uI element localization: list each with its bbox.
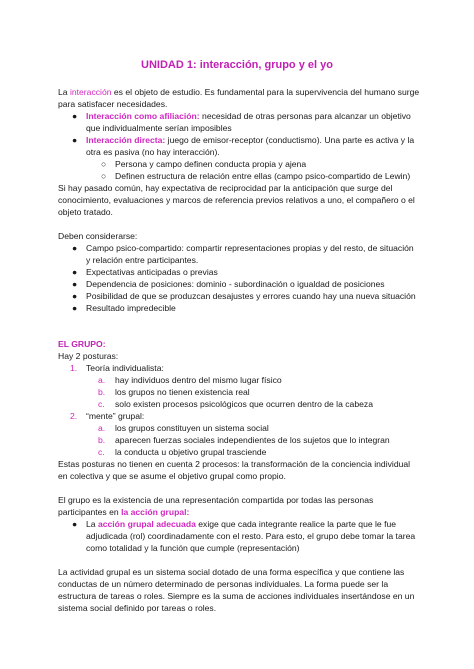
- interaction-list: [58, 110, 420, 182]
- letter-marker: c.: [98, 447, 105, 457]
- list-item: [58, 398, 420, 410]
- sub-item-text: hay individuos dentro del mismo lugar físico: [115, 375, 282, 385]
- intro-post: es el objeto de estudio. Es fundamental para la supervivencia del humano surge para satisfacer necesidades.: [58, 87, 420, 109]
- bullet-marker: ●: [72, 243, 78, 253]
- list-item-text: Resultado impredecible: [86, 303, 176, 313]
- list-item: [58, 242, 420, 266]
- sub-item-text: la conducta u objetivo grupal trasciende: [115, 447, 267, 457]
- circle-marker: ○: [101, 159, 107, 169]
- letter-marker: a.: [98, 423, 106, 433]
- group-action-list: [58, 518, 420, 554]
- sub-item-text: Definen estructura de relación entre ellas (campo psico-compartido de Lewin): [115, 171, 411, 181]
- letter-marker: b.: [98, 435, 106, 445]
- consider-heading: Deben considerarse:: [58, 231, 138, 241]
- list-item: [58, 302, 420, 314]
- posture-item: [58, 362, 420, 374]
- list-item-text: Posibilidad de que se produzcan desajustes y errores cuando hay una nueva situación: [86, 291, 416, 301]
- number-marker: 2.: [70, 411, 78, 421]
- list-item: [58, 446, 420, 458]
- sub-item-text: Persona y campo definen conducta propia y ajena: [115, 159, 307, 169]
- sub-item-text: los grupos constituyen un sistema social: [115, 423, 269, 433]
- list-item: [58, 266, 420, 278]
- posture-label: Teoría individualista:: [86, 363, 164, 373]
- list-item-text: Expectativas anticipadas o previas: [86, 267, 218, 277]
- list-item: [58, 386, 420, 398]
- sub-item-text: solo existen procesos psicológicos que ocurren dentro de la cabeza: [115, 399, 373, 409]
- postures-intro: Hay 2 posturas:: [58, 351, 119, 361]
- postures-list: [58, 362, 420, 458]
- postures-paragraph: Estas posturas no tienen en cuenta 2 procesos: la transformación de la conciencia individual en colectiva y que se asume el objetivo grupal como propio.: [58, 459, 411, 481]
- sub-item-text: aparecen fuerzas sociales independientes de los sujetos que lo integran: [115, 435, 390, 445]
- list-item-text: Dependencia de posiciones: dominio - subordinación o igualdad de posiciones: [86, 279, 385, 289]
- list-item: [58, 170, 420, 182]
- page-title: UNIDAD 1: interacción, grupo y el yo: [141, 59, 333, 71]
- bullet-marker: ●: [72, 111, 78, 121]
- final-paragraph: La actividad grupal es un sistema social dotado de una forma específica y que contiene las conductas de un número determinado de personas individuales. La forma puede ser la estructura de tareas o roles. Siempre es la suma de acciones individuales insertándose en un sistema social definido por tareas o roles.: [58, 567, 415, 613]
- letter-marker: b.: [98, 387, 106, 397]
- bullet-text: exige que cada integrante realice la parte que le fue adjudicada (rol) coordinadamente con el resto. Para esto, el grupo debe tomar la tarea como totalidad y la función que cumple (representación): [86, 519, 416, 553]
- bullet-text: juego de emisor-receptor (conductismo). Una parte es activa y la otra es pasiva (no hay interacción).: [86, 135, 415, 157]
- list-item: [58, 422, 420, 434]
- list-item: [58, 290, 420, 302]
- document-body: [58, 86, 420, 614]
- list-item: [58, 278, 420, 290]
- bullet-marker: ●: [72, 135, 78, 145]
- bullet-marker: ●: [72, 279, 78, 289]
- group-def-term: la acción grupal:: [121, 507, 190, 517]
- posture-item: [58, 410, 420, 422]
- bullet-marker: ●: [72, 267, 78, 277]
- list-item: [58, 110, 420, 134]
- list-item: [58, 518, 420, 554]
- list-item-text: Campo psico-compartido: compartir representaciones propias y del resto, de situación y relación entre participantes.: [86, 243, 414, 265]
- bullet-term: Interacción como afiliación:: [86, 111, 200, 121]
- bullet-text: necesidad de otras personas para alcanzar un objetivo que individualmente serían imposibles: [86, 111, 411, 133]
- list-item: [58, 434, 420, 446]
- sub-item-text: los grupos no tienen existencia real: [115, 387, 250, 397]
- consider-list: [58, 242, 420, 314]
- group-def-pre: El grupo es la existencia de una representación compartida por todas las personas participantes en: [58, 495, 374, 517]
- bullet-term: Interacción directa:: [86, 135, 166, 145]
- letter-marker: a.: [98, 375, 106, 385]
- past-paragraph: Si hay pasado común, hay expectativa de reciprocidad par la anticipación que surge del conocimiento, evaluaciones y marcos de referencia previos relativos a uno, el compañero o el objeto tratado.: [58, 183, 415, 217]
- bullet-marker: ●: [72, 291, 78, 301]
- circle-marker: ○: [101, 171, 107, 181]
- bullet-term: acción grupal adecuada: [97, 519, 196, 529]
- number-marker: 1.: [70, 363, 78, 373]
- group-definition: [58, 494, 420, 518]
- bullet-pre: La: [86, 519, 98, 529]
- posture-label: “mente” grupal:: [86, 411, 145, 421]
- list-item: [58, 134, 420, 158]
- list-item: [58, 374, 420, 386]
- letter-marker: c.: [98, 399, 105, 409]
- intro-pre: La: [58, 87, 70, 97]
- intro-term: interacción: [69, 87, 112, 97]
- list-item: [58, 158, 420, 170]
- bullet-marker: ●: [72, 303, 78, 313]
- group-heading: EL GRUPO:: [58, 339, 106, 349]
- intro-paragraph: [58, 86, 420, 110]
- bullet-marker: ●: [72, 519, 78, 529]
